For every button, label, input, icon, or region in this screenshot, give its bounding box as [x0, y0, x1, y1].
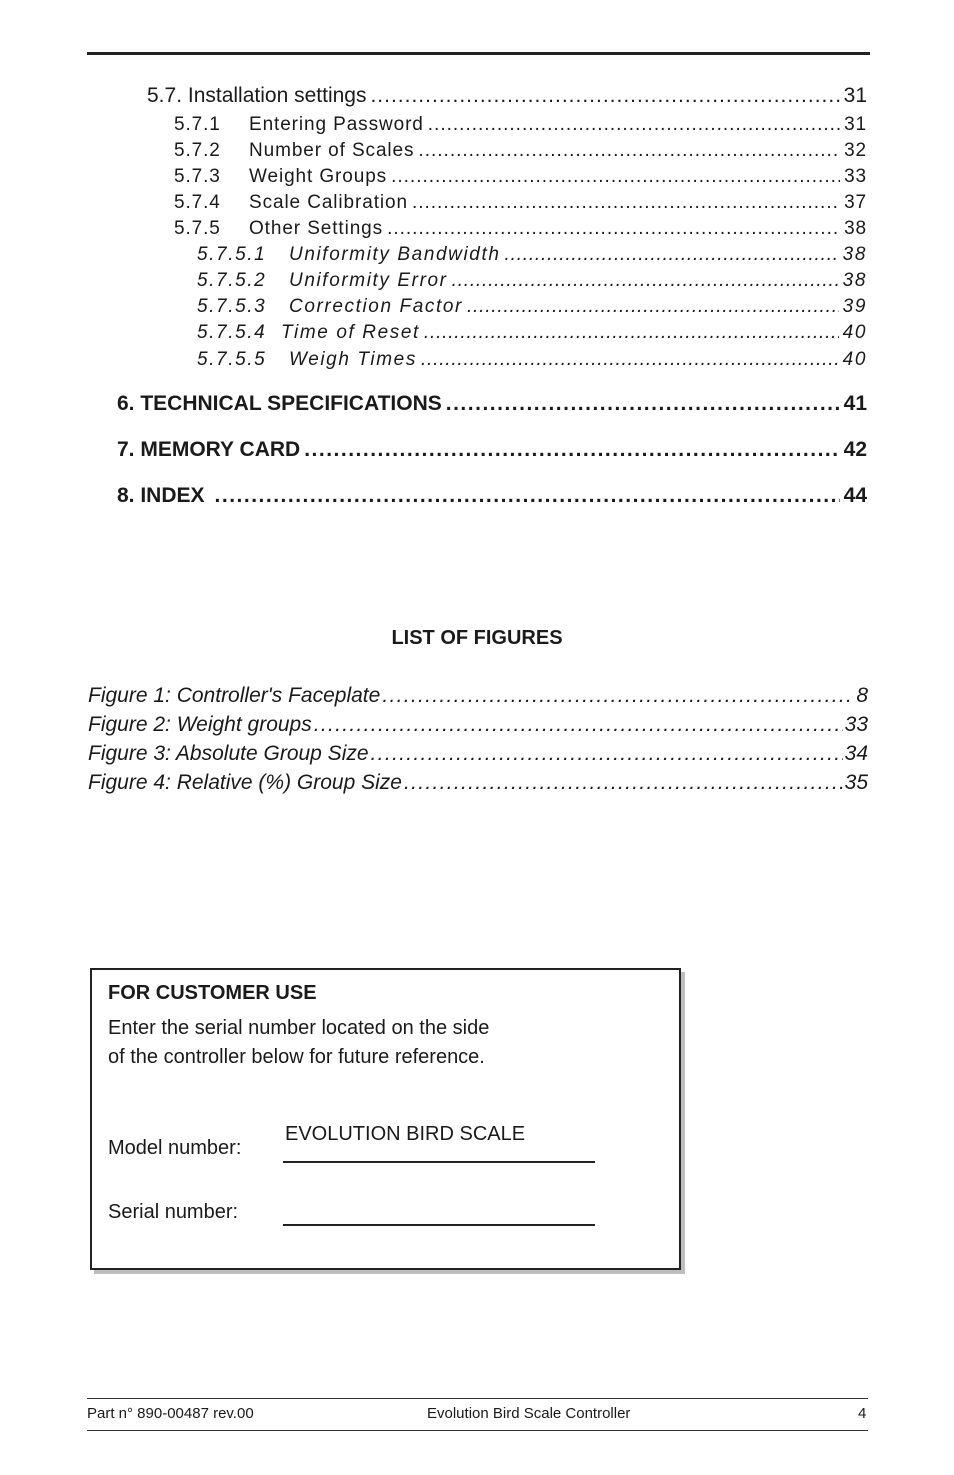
- model-number-value[interactable]: EVOLUTION BIRD SCALE: [285, 1123, 526, 1145]
- toc-page-number: 33: [844, 166, 867, 187]
- toc-leader-dots: [428, 114, 840, 136]
- toc-number: 5.7.2: [174, 140, 221, 161]
- toc-entry-5-7-5-3[interactable]: [197, 296, 867, 318]
- customer-use-box: [90, 968, 681, 1270]
- toc-leader-dots: [418, 140, 840, 162]
- toc-label: 5.7. Installation settings: [147, 84, 367, 107]
- toc-number: 5.7.5.1: [197, 244, 267, 265]
- toc-leader-dots: [304, 438, 839, 462]
- customer-box-instructions: [108, 1014, 588, 1072]
- toc-title: Number of Scales: [249, 140, 415, 161]
- figure-page-number: 8: [856, 684, 868, 707]
- figure-label: Figure 3: Absolute Group Size: [88, 742, 369, 765]
- header-rule: [87, 52, 870, 55]
- toc-title: Other Settings: [249, 218, 384, 239]
- toc-number: 5.7.5: [174, 218, 221, 239]
- toc-leader-dots: [404, 771, 843, 795]
- list-of-figures-title: LIST OF FIGURES: [391, 627, 563, 649]
- toc-entry-5-7-2[interactable]: [174, 140, 867, 162]
- toc-title: Weight Groups: [249, 166, 388, 187]
- toc-entry-5-7-5-2[interactable]: [197, 270, 867, 292]
- toc-chapter-8[interactable]: [117, 484, 867, 508]
- figure-entry-2[interactable]: [88, 713, 868, 737]
- toc-title: Correction Factor: [289, 296, 463, 317]
- toc-leader-dots: [314, 713, 843, 737]
- toc-chapter-6[interactable]: [117, 392, 867, 416]
- toc-page-number: 37: [844, 192, 867, 213]
- toc-page-number: 40: [842, 322, 867, 343]
- footer-part-number: Part n° 890-00487 rev.00: [87, 1405, 254, 1422]
- instruction-line: Enter the serial number located on the side: [108, 1017, 490, 1039]
- toc-page-number: 32: [844, 140, 867, 161]
- toc-number: 5.7.3: [174, 166, 221, 187]
- toc-leader-dots: [446, 392, 840, 416]
- toc-page-number: 38: [844, 218, 867, 239]
- toc-entry-5-7-5-5[interactable]: [197, 349, 867, 371]
- figure-page-number: 34: [844, 742, 868, 765]
- toc-entry-5-7[interactable]: [147, 84, 867, 108]
- toc-number: 5.7.5.3: [197, 296, 267, 317]
- toc-label: 7. MEMORY CARD: [117, 438, 301, 461]
- toc-number: 5.7.5.5: [197, 349, 267, 370]
- toc-number: 5.7.5.4: [197, 322, 267, 343]
- serial-number-underline: [283, 1224, 595, 1226]
- toc-number: 5.7.1: [174, 114, 221, 135]
- toc-page-number: 31: [843, 84, 867, 107]
- instruction-line: of the controller below for future reference.: [108, 1046, 485, 1068]
- toc-leader-dots: [215, 484, 840, 508]
- toc-entry-5-7-3[interactable]: [174, 166, 867, 188]
- toc-page-number: 44: [843, 484, 867, 507]
- footer-rule-bottom: [87, 1430, 868, 1431]
- figure-label: Figure 1: Controller's Faceplate: [88, 684, 381, 707]
- toc-leader-dots: [371, 742, 843, 766]
- figure-label: Figure 2: Weight groups: [88, 713, 312, 736]
- toc-page-number: 31: [844, 114, 867, 135]
- toc-page-number: 38: [842, 270, 867, 291]
- toc-page-number: 42: [843, 438, 867, 461]
- toc-leader-dots: [387, 218, 840, 240]
- toc-leader-dots: [382, 684, 854, 708]
- customer-box-title: FOR CUSTOMER USE: [108, 982, 317, 1004]
- toc-page-number: 41: [843, 392, 867, 415]
- toc-title: Weigh Times: [289, 349, 417, 370]
- toc-chapter-7[interactable]: [117, 438, 867, 462]
- footer-rule-top: [87, 1398, 868, 1399]
- toc-leader-dots: [412, 192, 840, 214]
- figure-label: Figure 4: Relative (%) Group Size: [88, 771, 402, 794]
- toc-page-number: 39: [842, 296, 867, 317]
- footer-page-number: 4: [858, 1405, 867, 1422]
- figure-entry-4[interactable]: [88, 771, 868, 795]
- figure-page-number: 33: [844, 713, 868, 736]
- model-number-underline: [283, 1161, 595, 1163]
- toc-leader-dots: [505, 244, 839, 266]
- toc-label: 8. INDEX: [117, 484, 205, 507]
- toc-label: 6. TECHNICAL SPECIFICATIONS: [117, 392, 442, 415]
- toc-leader-dots: [452, 270, 839, 292]
- toc-page-number: 40: [842, 349, 867, 370]
- toc-title: Entering Password: [249, 114, 424, 135]
- figure-entry-1[interactable]: [88, 684, 868, 708]
- toc-number: 5.7.4: [174, 192, 221, 213]
- toc-title: Uniformity Error: [289, 270, 448, 291]
- toc-title: Time of Reset: [281, 322, 420, 343]
- footer-document-title: Evolution Bird Scale Controller: [427, 1405, 631, 1422]
- toc-title: Scale Calibration: [249, 192, 408, 213]
- model-number-label: Model number:: [108, 1137, 242, 1159]
- toc-leader-dots: [421, 349, 839, 371]
- toc-leader-dots: [370, 84, 839, 108]
- toc-title: Uniformity Bandwidth: [289, 244, 501, 265]
- toc-leader-dots: [391, 166, 840, 188]
- toc-page-number: 38: [842, 244, 867, 265]
- toc-entry-5-7-5[interactable]: [174, 218, 867, 240]
- toc-entry-5-7-5-4[interactable]: [197, 322, 867, 344]
- figure-entry-3[interactable]: [88, 742, 868, 766]
- toc-leader-dots: [424, 322, 839, 344]
- toc-leader-dots: [467, 296, 839, 318]
- figure-page-number: 35: [844, 771, 868, 794]
- toc-number: 5.7.5.2: [197, 270, 267, 291]
- toc-entry-5-7-1[interactable]: [174, 114, 867, 136]
- serial-number-label: Serial number:: [108, 1201, 239, 1223]
- toc-entry-5-7-5-1[interactable]: [197, 244, 867, 266]
- toc-entry-5-7-4[interactable]: [174, 192, 867, 214]
